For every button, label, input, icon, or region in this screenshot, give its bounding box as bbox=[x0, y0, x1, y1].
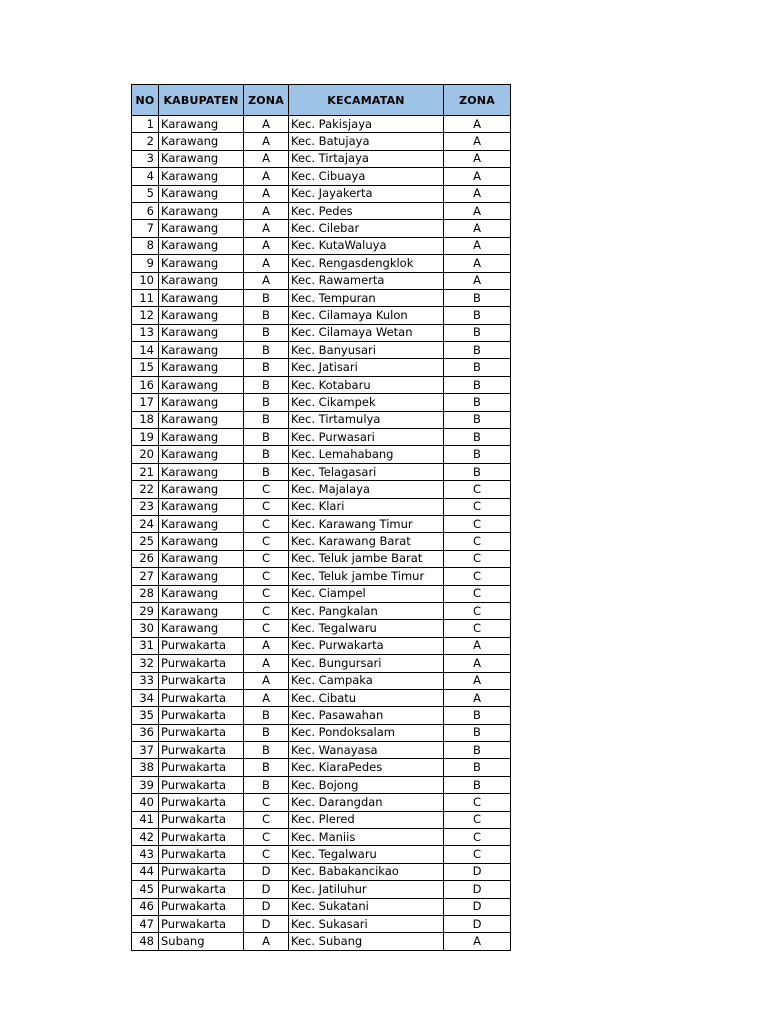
cell-no: 2 bbox=[132, 133, 159, 150]
zona-table bbox=[131, 84, 511, 951]
cell-kabupaten: Karawang bbox=[159, 220, 244, 237]
cell-zona: B bbox=[244, 376, 289, 393]
cell-kecamatan: Kec. Plered bbox=[289, 811, 444, 828]
cell-zona-kecamatan: D bbox=[444, 898, 511, 915]
cell-zona: A bbox=[244, 150, 289, 167]
cell-zona-kecamatan: A bbox=[444, 237, 511, 254]
cell-kabupaten: Purwakarta bbox=[159, 829, 244, 846]
cell-zona: A bbox=[244, 116, 289, 133]
cell-kabupaten: Karawang bbox=[159, 359, 244, 376]
table-row bbox=[132, 933, 511, 950]
cell-no: 25 bbox=[132, 533, 159, 550]
cell-zona: A bbox=[244, 272, 289, 289]
cell-kabupaten: Karawang bbox=[159, 446, 244, 463]
cell-zona: C bbox=[244, 515, 289, 532]
cell-kecamatan: Kec. Batujaya bbox=[289, 133, 444, 150]
cell-no: 10 bbox=[132, 272, 159, 289]
cell-no: 29 bbox=[132, 602, 159, 619]
cell-zona-kecamatan: C bbox=[444, 568, 511, 585]
cell-kecamatan: Kec. Darangdan bbox=[289, 794, 444, 811]
cell-kabupaten: Karawang bbox=[159, 515, 244, 532]
cell-zona-kecamatan: C bbox=[444, 515, 511, 532]
cell-kecamatan: Kec. Bungursari bbox=[289, 655, 444, 672]
cell-no: 9 bbox=[132, 255, 159, 272]
cell-zona: B bbox=[244, 307, 289, 324]
header-row bbox=[132, 85, 511, 116]
cell-zona-kecamatan: D bbox=[444, 863, 511, 880]
cell-kecamatan: Kec. Maniis bbox=[289, 829, 444, 846]
cell-kabupaten: Karawang bbox=[159, 289, 244, 306]
cell-kecamatan: Kec. Purwasari bbox=[289, 429, 444, 446]
cell-zona-kecamatan: A bbox=[444, 168, 511, 185]
table-row bbox=[132, 620, 511, 637]
table-row bbox=[132, 481, 511, 498]
cell-kecamatan: Kec. Pakisjaya bbox=[289, 116, 444, 133]
table-row bbox=[132, 672, 511, 689]
cell-zona: A bbox=[244, 133, 289, 150]
cell-zona-kecamatan: B bbox=[444, 742, 511, 759]
cell-zona: A bbox=[244, 655, 289, 672]
table-row bbox=[132, 446, 511, 463]
cell-zona-kecamatan: A bbox=[444, 255, 511, 272]
cell-kecamatan: Kec. Majalaya bbox=[289, 481, 444, 498]
cell-kecamatan: Kec. Pondoksalam bbox=[289, 724, 444, 741]
cell-zona-kecamatan: A bbox=[444, 272, 511, 289]
cell-zona-kecamatan: A bbox=[444, 185, 511, 202]
cell-kecamatan: Kec. Bojong bbox=[289, 776, 444, 793]
table-row bbox=[132, 724, 511, 741]
table-row bbox=[132, 915, 511, 932]
cell-kecamatan: Kec. Cilamaya Wetan bbox=[289, 324, 444, 341]
cell-no: 24 bbox=[132, 515, 159, 532]
cell-kecamatan: Kec. Sukasari bbox=[289, 915, 444, 932]
cell-kabupaten: Karawang bbox=[159, 376, 244, 393]
cell-zona: B bbox=[244, 411, 289, 428]
cell-kabupaten: Karawang bbox=[159, 394, 244, 411]
cell-no: 23 bbox=[132, 498, 159, 515]
cell-kabupaten: Karawang bbox=[159, 237, 244, 254]
cell-kecamatan: Kec. Karawang Timur bbox=[289, 515, 444, 532]
cell-no: 27 bbox=[132, 568, 159, 585]
cell-no: 35 bbox=[132, 707, 159, 724]
table-row bbox=[132, 794, 511, 811]
cell-zona: B bbox=[244, 776, 289, 793]
table-row bbox=[132, 272, 511, 289]
table-row bbox=[132, 829, 511, 846]
cell-no: 12 bbox=[132, 307, 159, 324]
table-row bbox=[132, 429, 511, 446]
cell-kabupaten: Purwakarta bbox=[159, 655, 244, 672]
cell-zona: C bbox=[244, 829, 289, 846]
cell-zona-kecamatan: B bbox=[444, 724, 511, 741]
cell-no: 42 bbox=[132, 829, 159, 846]
cell-kecamatan: Kec. Tegalwaru bbox=[289, 846, 444, 863]
cell-zona: C bbox=[244, 794, 289, 811]
cell-kecamatan: Kec. Babakancikao bbox=[289, 863, 444, 880]
table-row bbox=[132, 237, 511, 254]
cell-zona-kecamatan: A bbox=[444, 672, 511, 689]
cell-kecamatan: Kec. Karawang Barat bbox=[289, 533, 444, 550]
table-row bbox=[132, 116, 511, 133]
cell-kecamatan: Kec. Rawamerta bbox=[289, 272, 444, 289]
cell-zona-kecamatan: B bbox=[444, 307, 511, 324]
table-row bbox=[132, 202, 511, 219]
cell-kabupaten: Karawang bbox=[159, 568, 244, 585]
cell-no: 18 bbox=[132, 411, 159, 428]
table-row bbox=[132, 289, 511, 306]
table-row bbox=[132, 811, 511, 828]
cell-zona: C bbox=[244, 498, 289, 515]
header-kabupaten: KABUPATEN bbox=[159, 85, 244, 116]
table-row bbox=[132, 550, 511, 567]
cell-kabupaten: Karawang bbox=[159, 550, 244, 567]
cell-zona: B bbox=[244, 342, 289, 359]
cell-zona-kecamatan: A bbox=[444, 150, 511, 167]
cell-zona-kecamatan: C bbox=[444, 794, 511, 811]
table-row bbox=[132, 585, 511, 602]
cell-kabupaten: Purwakarta bbox=[159, 863, 244, 880]
cell-zona-kecamatan: C bbox=[444, 846, 511, 863]
cell-no: 44 bbox=[132, 863, 159, 880]
cell-kabupaten: Karawang bbox=[159, 307, 244, 324]
cell-zona: A bbox=[244, 637, 289, 654]
cell-kabupaten: Purwakarta bbox=[159, 724, 244, 741]
cell-no: 36 bbox=[132, 724, 159, 741]
table-row bbox=[132, 707, 511, 724]
table-row bbox=[132, 568, 511, 585]
cell-zona: C bbox=[244, 811, 289, 828]
cell-zona-kecamatan: B bbox=[444, 707, 511, 724]
table-row bbox=[132, 411, 511, 428]
cell-kabupaten: Purwakarta bbox=[159, 742, 244, 759]
cell-kecamatan: Kec. KutaWaluya bbox=[289, 237, 444, 254]
cell-kabupaten: Purwakarta bbox=[159, 689, 244, 706]
cell-no: 26 bbox=[132, 550, 159, 567]
cell-zona-kecamatan: C bbox=[444, 620, 511, 637]
cell-zona: C bbox=[244, 846, 289, 863]
cell-kecamatan: Kec. Banyusari bbox=[289, 342, 444, 359]
table-row bbox=[132, 342, 511, 359]
cell-zona-kecamatan: C bbox=[444, 550, 511, 567]
cell-zona: B bbox=[244, 429, 289, 446]
table-row bbox=[132, 759, 511, 776]
cell-zona-kecamatan: B bbox=[444, 324, 511, 341]
cell-kecamatan: Kec. Purwakarta bbox=[289, 637, 444, 654]
cell-zona-kecamatan: C bbox=[444, 498, 511, 515]
cell-zona-kecamatan: B bbox=[444, 342, 511, 359]
table-row bbox=[132, 655, 511, 672]
table-row bbox=[132, 220, 511, 237]
cell-zona: C bbox=[244, 620, 289, 637]
table-row bbox=[132, 133, 511, 150]
cell-zona-kecamatan: A bbox=[444, 116, 511, 133]
cell-zona: A bbox=[244, 255, 289, 272]
cell-kabupaten: Karawang bbox=[159, 481, 244, 498]
cell-zona: B bbox=[244, 463, 289, 480]
cell-zona-kecamatan: B bbox=[444, 463, 511, 480]
cell-zona-kecamatan: B bbox=[444, 394, 511, 411]
cell-no: 28 bbox=[132, 585, 159, 602]
header-zona-kecamatan: ZONA bbox=[444, 85, 511, 116]
cell-kecamatan: Kec. Subang bbox=[289, 933, 444, 950]
table-row bbox=[132, 776, 511, 793]
cell-zona: B bbox=[244, 359, 289, 376]
cell-no: 6 bbox=[132, 202, 159, 219]
cell-zona: A bbox=[244, 168, 289, 185]
cell-no: 14 bbox=[132, 342, 159, 359]
table-row bbox=[132, 498, 511, 515]
table-row bbox=[132, 881, 511, 898]
cell-kabupaten: Karawang bbox=[159, 116, 244, 133]
cell-kecamatan: Kec. Rengasdengklok bbox=[289, 255, 444, 272]
cell-zona-kecamatan: B bbox=[444, 759, 511, 776]
cell-kabupaten: Purwakarta bbox=[159, 794, 244, 811]
table-row bbox=[132, 863, 511, 880]
table-row bbox=[132, 324, 511, 341]
table-header bbox=[132, 85, 511, 116]
cell-zona: B bbox=[244, 394, 289, 411]
cell-zona: B bbox=[244, 289, 289, 306]
cell-zona-kecamatan: C bbox=[444, 585, 511, 602]
cell-zona-kecamatan: B bbox=[444, 289, 511, 306]
cell-no: 34 bbox=[132, 689, 159, 706]
cell-kabupaten: Purwakarta bbox=[159, 915, 244, 932]
cell-zona-kecamatan: A bbox=[444, 655, 511, 672]
table-row bbox=[132, 255, 511, 272]
cell-zona: D bbox=[244, 881, 289, 898]
cell-kabupaten: Purwakarta bbox=[159, 707, 244, 724]
cell-kabupaten: Karawang bbox=[159, 411, 244, 428]
cell-kabupaten: Purwakarta bbox=[159, 637, 244, 654]
cell-no: 8 bbox=[132, 237, 159, 254]
cell-kecamatan: Kec. Tirtamulya bbox=[289, 411, 444, 428]
cell-zona: C bbox=[244, 602, 289, 619]
cell-zona-kecamatan: C bbox=[444, 533, 511, 550]
cell-no: 45 bbox=[132, 881, 159, 898]
cell-kabupaten: Purwakarta bbox=[159, 759, 244, 776]
cell-kecamatan: Kec. Pangkalan bbox=[289, 602, 444, 619]
cell-zona: B bbox=[244, 759, 289, 776]
cell-kabupaten: Purwakarta bbox=[159, 846, 244, 863]
cell-zona-kecamatan: D bbox=[444, 881, 511, 898]
cell-zona: A bbox=[244, 689, 289, 706]
cell-zona: D bbox=[244, 898, 289, 915]
cell-kecamatan: Kec. KiaraPedes bbox=[289, 759, 444, 776]
cell-kabupaten: Karawang bbox=[159, 342, 244, 359]
table-row bbox=[132, 150, 511, 167]
cell-kecamatan: Kec. Telagasari bbox=[289, 463, 444, 480]
header-zona: ZONA bbox=[244, 85, 289, 116]
cell-zona-kecamatan: B bbox=[444, 411, 511, 428]
cell-zona: A bbox=[244, 672, 289, 689]
cell-kabupaten: Karawang bbox=[159, 150, 244, 167]
cell-kecamatan: Kec. Campaka bbox=[289, 672, 444, 689]
cell-kecamatan: Kec. Jayakerta bbox=[289, 185, 444, 202]
table-row bbox=[132, 742, 511, 759]
cell-kecamatan: Kec. Cibuaya bbox=[289, 168, 444, 185]
cell-kabupaten: Karawang bbox=[159, 272, 244, 289]
cell-no: 3 bbox=[132, 150, 159, 167]
cell-kabupaten: Karawang bbox=[159, 498, 244, 515]
cell-no: 17 bbox=[132, 394, 159, 411]
table-body bbox=[132, 116, 511, 951]
cell-kecamatan: Kec. Ciampel bbox=[289, 585, 444, 602]
table-row bbox=[132, 359, 511, 376]
cell-kabupaten: Karawang bbox=[159, 185, 244, 202]
cell-kabupaten: Karawang bbox=[159, 533, 244, 550]
cell-zona: B bbox=[244, 446, 289, 463]
cell-zona: D bbox=[244, 915, 289, 932]
table-row bbox=[132, 533, 511, 550]
cell-zona-kecamatan: B bbox=[444, 376, 511, 393]
header-no: NO bbox=[132, 85, 159, 116]
cell-no: 41 bbox=[132, 811, 159, 828]
cell-no: 1 bbox=[132, 116, 159, 133]
cell-zona: D bbox=[244, 863, 289, 880]
cell-kecamatan: Kec. Pedes bbox=[289, 202, 444, 219]
cell-no: 4 bbox=[132, 168, 159, 185]
cell-no: 32 bbox=[132, 655, 159, 672]
cell-no: 47 bbox=[132, 915, 159, 932]
cell-kecamatan: Kec. Tirtajaya bbox=[289, 150, 444, 167]
cell-no: 38 bbox=[132, 759, 159, 776]
cell-kabupaten: Karawang bbox=[159, 255, 244, 272]
cell-zona: C bbox=[244, 533, 289, 550]
cell-zona: C bbox=[244, 568, 289, 585]
table-row bbox=[132, 394, 511, 411]
cell-kecamatan: Kec. Cikampek bbox=[289, 394, 444, 411]
table-row bbox=[132, 689, 511, 706]
cell-kecamatan: Kec. Pasawahan bbox=[289, 707, 444, 724]
table-row bbox=[132, 185, 511, 202]
cell-no: 40 bbox=[132, 794, 159, 811]
cell-kabupaten: Karawang bbox=[159, 585, 244, 602]
cell-kecamatan: Kec. Cilamaya Kulon bbox=[289, 307, 444, 324]
cell-kabupaten: Karawang bbox=[159, 133, 244, 150]
cell-zona-kecamatan: B bbox=[444, 446, 511, 463]
cell-kecamatan: Kec. Jatisari bbox=[289, 359, 444, 376]
table-row bbox=[132, 898, 511, 915]
cell-zona-kecamatan: C bbox=[444, 829, 511, 846]
cell-kecamatan: Kec. Sukatani bbox=[289, 898, 444, 915]
cell-zona: B bbox=[244, 324, 289, 341]
cell-no: 31 bbox=[132, 637, 159, 654]
cell-kabupaten: Purwakarta bbox=[159, 898, 244, 915]
cell-no: 11 bbox=[132, 289, 159, 306]
cell-kabupaten: Karawang bbox=[159, 463, 244, 480]
cell-no: 48 bbox=[132, 933, 159, 950]
cell-no: 33 bbox=[132, 672, 159, 689]
cell-no: 15 bbox=[132, 359, 159, 376]
cell-zona: B bbox=[244, 742, 289, 759]
cell-kecamatan: Kec. Cibatu bbox=[289, 689, 444, 706]
cell-zona-kecamatan: C bbox=[444, 602, 511, 619]
cell-zona: A bbox=[244, 185, 289, 202]
cell-zona-kecamatan: C bbox=[444, 481, 511, 498]
cell-no: 7 bbox=[132, 220, 159, 237]
cell-kecamatan: Kec. Teluk jambe Timur bbox=[289, 568, 444, 585]
cell-zona-kecamatan: A bbox=[444, 133, 511, 150]
table-row bbox=[132, 376, 511, 393]
cell-kabupaten: Karawang bbox=[159, 602, 244, 619]
cell-no: 22 bbox=[132, 481, 159, 498]
cell-kecamatan: Kec. Cilebar bbox=[289, 220, 444, 237]
cell-kecamatan: Kec. Tempuran bbox=[289, 289, 444, 306]
table-row bbox=[132, 602, 511, 619]
cell-no: 16 bbox=[132, 376, 159, 393]
table-row bbox=[132, 846, 511, 863]
cell-zona: B bbox=[244, 724, 289, 741]
cell-kabupaten: Purwakarta bbox=[159, 811, 244, 828]
cell-zona: A bbox=[244, 237, 289, 254]
cell-no: 21 bbox=[132, 463, 159, 480]
cell-zona-kecamatan: B bbox=[444, 359, 511, 376]
cell-no: 37 bbox=[132, 742, 159, 759]
cell-kabupaten: Purwakarta bbox=[159, 881, 244, 898]
cell-zona: A bbox=[244, 220, 289, 237]
cell-zona-kecamatan: C bbox=[444, 811, 511, 828]
cell-kecamatan: Kec. Lemahabang bbox=[289, 446, 444, 463]
cell-no: 19 bbox=[132, 429, 159, 446]
table-row bbox=[132, 307, 511, 324]
header-kecamatan: KECAMATAN bbox=[289, 85, 444, 116]
cell-kabupaten: Subang bbox=[159, 933, 244, 950]
cell-kabupaten: Purwakarta bbox=[159, 672, 244, 689]
cell-kabupaten: Karawang bbox=[159, 429, 244, 446]
cell-zona-kecamatan: A bbox=[444, 202, 511, 219]
cell-no: 13 bbox=[132, 324, 159, 341]
cell-zona-kecamatan: A bbox=[444, 637, 511, 654]
table-row bbox=[132, 168, 511, 185]
cell-zona-kecamatan: A bbox=[444, 220, 511, 237]
cell-zona: B bbox=[244, 707, 289, 724]
cell-zona: C bbox=[244, 481, 289, 498]
cell-zona-kecamatan: B bbox=[444, 429, 511, 446]
cell-kecamatan: Kec. Kotabaru bbox=[289, 376, 444, 393]
cell-zona: C bbox=[244, 550, 289, 567]
cell-kecamatan: Kec. Jatiluhur bbox=[289, 881, 444, 898]
cell-no: 46 bbox=[132, 898, 159, 915]
table-row bbox=[132, 515, 511, 532]
cell-zona: C bbox=[244, 585, 289, 602]
cell-no: 43 bbox=[132, 846, 159, 863]
cell-kabupaten: Karawang bbox=[159, 620, 244, 637]
cell-kecamatan: Kec. Wanayasa bbox=[289, 742, 444, 759]
table-row bbox=[132, 463, 511, 480]
cell-kecamatan: Kec. Klari bbox=[289, 498, 444, 515]
cell-zona-kecamatan: A bbox=[444, 689, 511, 706]
cell-kecamatan: Kec. Teluk jambe Barat bbox=[289, 550, 444, 567]
cell-no: 5 bbox=[132, 185, 159, 202]
cell-zona-kecamatan: A bbox=[444, 933, 511, 950]
cell-zona-kecamatan: D bbox=[444, 915, 511, 932]
cell-kabupaten: Karawang bbox=[159, 168, 244, 185]
cell-no: 20 bbox=[132, 446, 159, 463]
cell-no: 39 bbox=[132, 776, 159, 793]
cell-kabupaten: Karawang bbox=[159, 202, 244, 219]
cell-kabupaten: Karawang bbox=[159, 324, 244, 341]
cell-kecamatan: Kec. Tegalwaru bbox=[289, 620, 444, 637]
cell-zona: A bbox=[244, 202, 289, 219]
cell-no: 30 bbox=[132, 620, 159, 637]
table-row bbox=[132, 637, 511, 654]
cell-zona-kecamatan: B bbox=[444, 776, 511, 793]
cell-zona: A bbox=[244, 933, 289, 950]
cell-kabupaten: Purwakarta bbox=[159, 776, 244, 793]
